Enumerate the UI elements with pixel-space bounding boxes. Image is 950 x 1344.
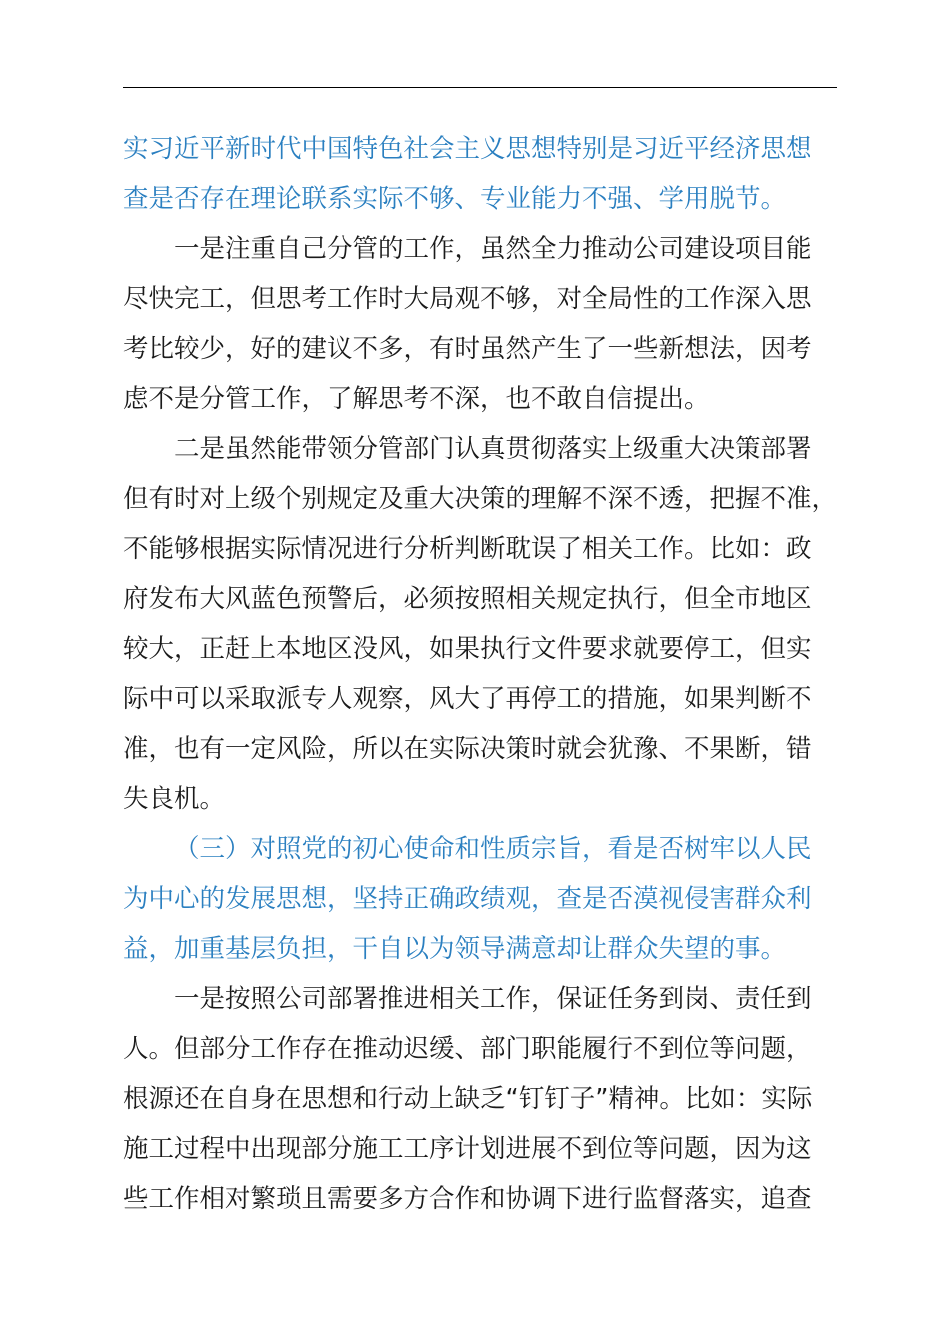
heading-text-line: （三）对照党的初心使命和性质宗旨，看是否树牢以人民 (174, 834, 812, 864)
body-text-line: 府发布大风蓝色预警后，必须按照相关规定执行，但全市地区 (123, 584, 812, 614)
body-text-line: 施工过程中出现部分施工工序计划进展不到位等问题，因为这 (123, 1134, 812, 1164)
body-text-line: 失良机。 (123, 784, 226, 814)
heading-text-line: 益，加重基层负担，干自以为领导满意却让群众失望的事。 (123, 934, 787, 964)
body-text-line: 准，也有一定风险，所以在实际决策时就会犹豫、不果断，错 (123, 734, 812, 764)
heading-text-line: 实习近平新时代中国特色社会主义思想特别是习近平经济思想 (123, 134, 812, 164)
body-text-line: 虑不是分管工作，了解思考不深，也不敢自信提出。 (123, 384, 710, 414)
heading-text-line: 为中心的发展思想，坚持正确政绩观，查是否漠视侵害群众利 (123, 884, 812, 914)
body-text-line: 考比较少，好的建议不多，有时虽然产生了一些新想法，因考 (123, 334, 812, 364)
body-text-line: 较大，正赶上本地区没风，如果执行文件要求就要停工，但实 (123, 634, 812, 664)
body-text-line: 些工作相对繁琐且需要多方合作和协调下进行监督落实，追查 (123, 1184, 812, 1214)
body-text-line: 但有时对上级个别规定及重大决策的理解不深不透，把握不准， (123, 484, 838, 514)
body-text-line: 根源还在自身在思想和行动上缺乏“钉钉子”精神。比如：实际 (123, 1084, 813, 1114)
body-text-line: 际中可以采取派专人观察，风大了再停工的措施，如果判断不 (123, 684, 812, 714)
heading-text-line: 查是否存在理论联系实际不够、专业能力不强、学用脱节。 (123, 184, 787, 214)
body-text-line: 一是注重自己分管的工作，虽然全力推动公司建设项目能 (174, 234, 812, 264)
body-text-line: 二是虽然能带领分管部门认真贯彻落实上级重大决策部署 (174, 434, 812, 464)
document-body (123, 124, 863, 1224)
body-text-line: 尽快完工，但思考工作时大局观不够，对全局性的工作深入思 (123, 284, 812, 314)
body-text-line: 人。但部分工作存在推动迟缓、部门职能履行不到位等问题， (123, 1034, 812, 1064)
body-text-line: 一是按照公司部署推进相关工作，保证任务到岗、责任到 (174, 984, 812, 1014)
body-text-line: 不能够根据实际情况进行分析判断耽误了相关工作。比如：政 (123, 534, 812, 564)
header-rule (123, 87, 837, 88)
